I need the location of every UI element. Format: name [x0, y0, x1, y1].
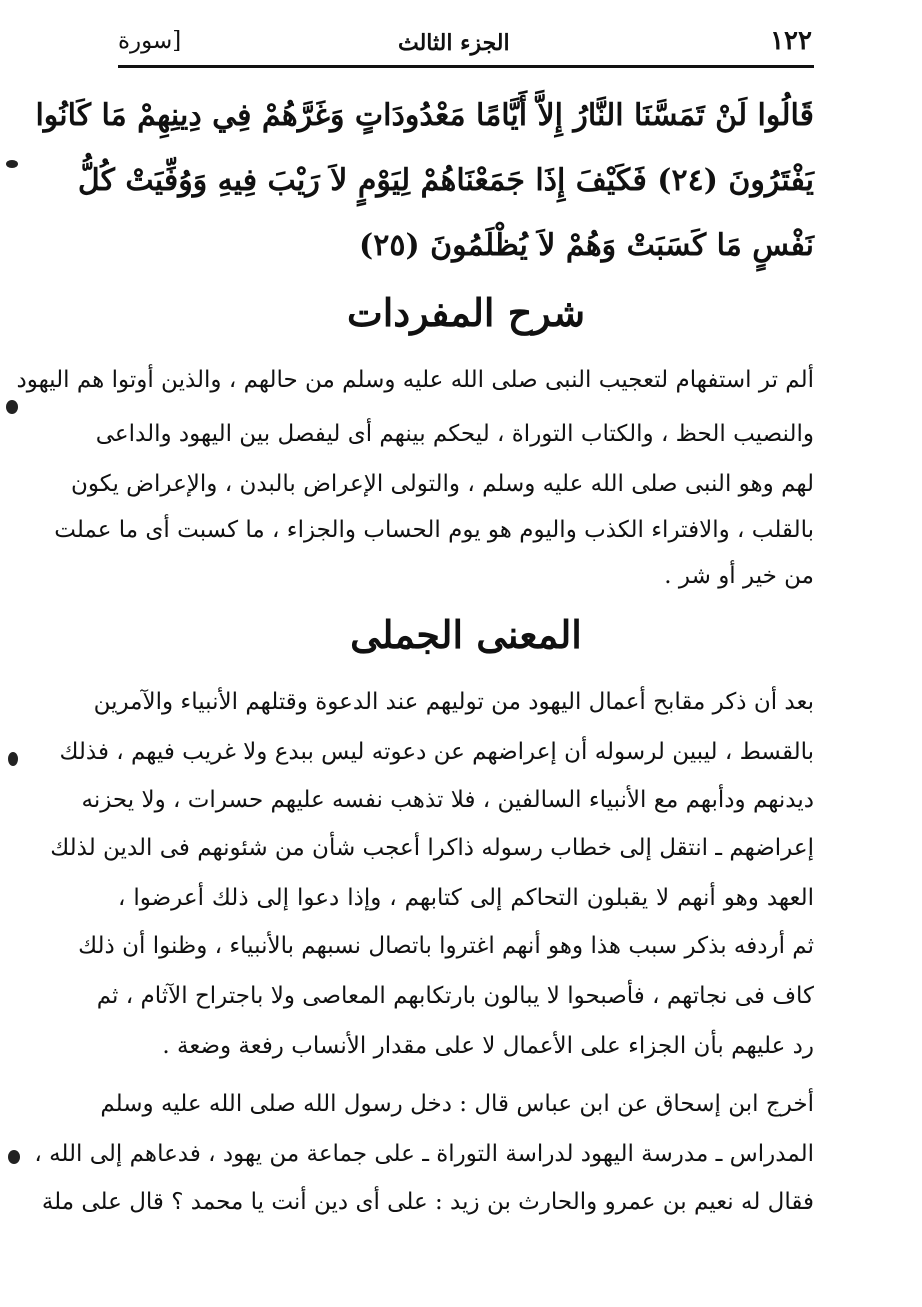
paragraph-line: المدراس ـ مدرسة اليهود لدراسة التوراة ـ على جماعة من يهود ، فدعاهم إلى الله ، — [34, 1141, 814, 1167]
paragraph-line: بعد أن ذكر مقابح أعمال اليهود من توليهم عند الدعوة وقتلهم الأنبياء والآمرين — [93, 689, 814, 715]
paragraph-line: بالقلب ، والافتراء الكذب واليوم هو يوم الحساب والجزاء ، ما كسبت أى ما عملت — [54, 517, 814, 543]
surah-label: [سورة — [118, 28, 182, 54]
scan-speck — [8, 752, 18, 766]
paragraph-line: لهم وهو النبى صلى الله عليه وسلم ، والتولى الإعراض بالبدن ، والإعراض يكون — [71, 471, 814, 497]
page-number: ١٢٢ — [770, 26, 812, 56]
paragraph-line: رد عليهم بأن الجزاء على الأعمال لا على مقدار الأنساب رفعة وضعة . — [162, 1033, 814, 1059]
page-header — [118, 18, 812, 62]
verse-line: قَالُوا لَنْ تَمَسَّنَا النَّارُ إِلاَّ أَيَّامًا مَعْدُودَاتٍ وَغَرَّهُمْ فِي دِينِهِمْ مَا كَانُوا — [35, 98, 814, 133]
paragraph-line: كاف فى نجاتهم ، فأصبحوا لا يبالون بارتكابهم المعاصى ولا باجتراح الآثام ، ثم — [96, 983, 814, 1009]
paragraph-line: بالقسط ، ليبين لرسوله أن إعراضهم عن دعوته ليس ببدع ولا غريب فيهم ، فذلك — [59, 739, 814, 765]
section-heading-vocabulary: شرح المفردات — [346, 290, 586, 335]
paragraph-line: ألم تر استفهام لتعجيب النبى صلى الله عليه وسلم من حالهم ، والذين أوتوا هم اليهود — [16, 367, 814, 393]
paragraph-line: ديدنهم ودأبهم مع الأنبياء السالفين ، فلا تذهب نفسه عليهم حسرات ، ولا يحزنه — [81, 787, 814, 813]
paragraph-line: إعراضهم ـ انتقل إلى خطاب رسوله ذاكرا أعجب شأن من شئونهم فى الدين لذلك — [50, 835, 814, 861]
paragraph-line: فقال له نعيم بن عمرو والحارث بن زيد : على أى دين أنت يا محمد ؟ قال على ملة — [41, 1189, 814, 1215]
scan-speck — [6, 160, 18, 168]
header-divider — [118, 65, 814, 68]
verse-line: يَفْتَرُونَ (٢٤) فَكَيْفَ إِذَا جَمَعْنَاهُمْ لِيَوْمٍ لاَ رَيْبَ فِيهِ وَوُفِّيَتْ كُلُّ — [77, 163, 814, 198]
verse-line: نَفْسٍ مَا كَسَبَتْ وَهُمْ لاَ يُظْلَمُونَ (٢٥) — [359, 228, 814, 263]
paragraph-line: ثم أردفه بذكر سبب هذا وهو أنهم اغتروا باتصال نسبهم بالأنبياء ، وظنوا أن ذلك — [78, 933, 814, 959]
paragraph-line: والنصيب الحظ ، والكتاب التوراة ، ليحكم بينهم أى ليفصل بين اليهود والداعى — [95, 421, 814, 447]
part-title: الجزء الثالث — [398, 30, 510, 56]
section-heading-general-meaning: المعنى الجملى — [350, 612, 582, 657]
paragraph-line: العهد وهو أنهم لا يقبلون التحاكم إلى كتابهم ، وإذا دعوا إلى ذلك أعرضوا ، — [118, 885, 814, 911]
scan-speck — [6, 400, 18, 414]
paragraph-line: من خير أو شر . — [664, 563, 814, 589]
scan-speck — [8, 1150, 20, 1164]
paragraph-line: أخرج ابن إسحاق عن ابن عباس قال : دخل رسول الله صلى الله عليه وسلم — [100, 1091, 814, 1117]
